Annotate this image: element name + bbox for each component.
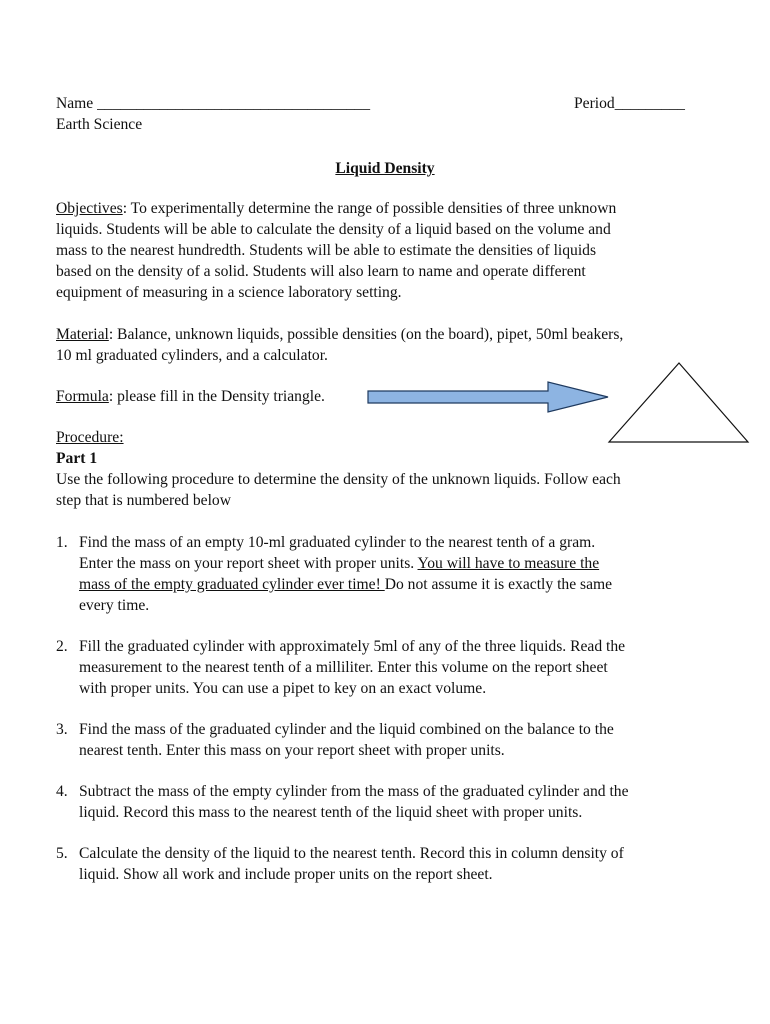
step-number: 3. [56, 721, 68, 738]
page-title: Liquid Density [335, 160, 435, 177]
arrow-right-icon [368, 382, 608, 412]
step-1-line-2 [79, 553, 719, 574]
step-body [79, 636, 719, 699]
step-1-emphasis-cont: mass of the empty graduated cylinder ever time! [79, 576, 385, 593]
step-1-line-3 [79, 574, 719, 595]
step-number: 4. [56, 783, 68, 800]
part-1-heading: Part 1 [56, 450, 98, 467]
step-1-line-4: every time. [79, 597, 150, 614]
step-5-line-1: Calculate the density of the liquid to the nearest tenth. Record this in column density of [79, 845, 624, 862]
material-text: : Balance, unknown liquids, possible densities (on the board), pipet, 50ml beakers, [108, 326, 624, 343]
name-field-label: Name ___________________________________ [56, 95, 371, 112]
procedure-intro-line-1: Use the following procedure to determine the density of the unknown liquids. Follow each [56, 471, 621, 488]
step-body [79, 719, 719, 761]
density-triangle[interactable] [609, 363, 748, 442]
objectives-line-4: based on the density of a solid. Students will also learn to name and operate different [56, 263, 586, 280]
period-field-label: Period_________ [574, 95, 685, 112]
step-body [79, 843, 719, 885]
objectives-line-2: liquids. Students will be able to calculate the density of a liquid based on the volume and [56, 221, 611, 238]
step-3-line-2: nearest tenth. Enter this mass on your report sheet with proper units. [79, 742, 505, 759]
formula-text: : please fill in the Density triangle. [108, 388, 325, 405]
procedure-intro-line-2: step that is numbered below [56, 492, 231, 509]
step-2-line-2: measurement to the nearest tenth of a milliliter. Enter this volume on the report sheet [79, 659, 608, 676]
material-label: Material [56, 326, 109, 343]
procedure-label: Procedure: [56, 429, 124, 446]
step-1-emphasis: You will have to measure the [417, 555, 600, 572]
objectives-label: Objectives [56, 200, 123, 217]
step-number: 2. [56, 638, 68, 655]
step-4-line-1: Subtract the mass of the empty cylinder from the mass of the graduated cylinder and the [79, 783, 629, 800]
step-1-line-1: Find the mass of an empty 10-ml graduated cylinder to the nearest tenth of a gram. [79, 534, 596, 551]
step-2-line-1: Fill the graduated cylinder with approximately 5ml of any of the three liquids. Read the [79, 638, 626, 655]
step-5-line-2: liquid. Show all work and include proper units on the report sheet. [79, 866, 493, 883]
step-4-line-2: liquid. Record this mass to the nearest tenth of the liquid sheet with proper units. [79, 804, 583, 821]
material-line-2: 10 ml graduated cylinders, and a calculator. [56, 347, 328, 364]
step-number: 5. [56, 845, 68, 862]
step-1-text: Enter the mass on your report sheet with proper units. [79, 555, 418, 572]
step-body [79, 532, 719, 616]
step-number: 1. [56, 534, 68, 551]
objectives-text: : To experimentally determine the range of possible densities of three unknown [122, 200, 617, 217]
objectives-line-5: equipment of measuring in a science laboratory setting. [56, 284, 402, 301]
step-2-line-3: with proper units. You can use a pipet to key on an exact volume. [79, 680, 487, 697]
step-body [79, 781, 719, 823]
formula-label: Formula [56, 388, 109, 405]
step-3-line-1: Find the mass of the graduated cylinder and the liquid combined on the balance to the [79, 721, 614, 738]
course-name: Earth Science [56, 116, 143, 133]
objectives-line-3: mass to the nearest hundredth. Students will be able to estimate the densities of liquids [56, 242, 597, 259]
step-1-text-cont: Do not assume it is exactly the same [384, 576, 613, 593]
